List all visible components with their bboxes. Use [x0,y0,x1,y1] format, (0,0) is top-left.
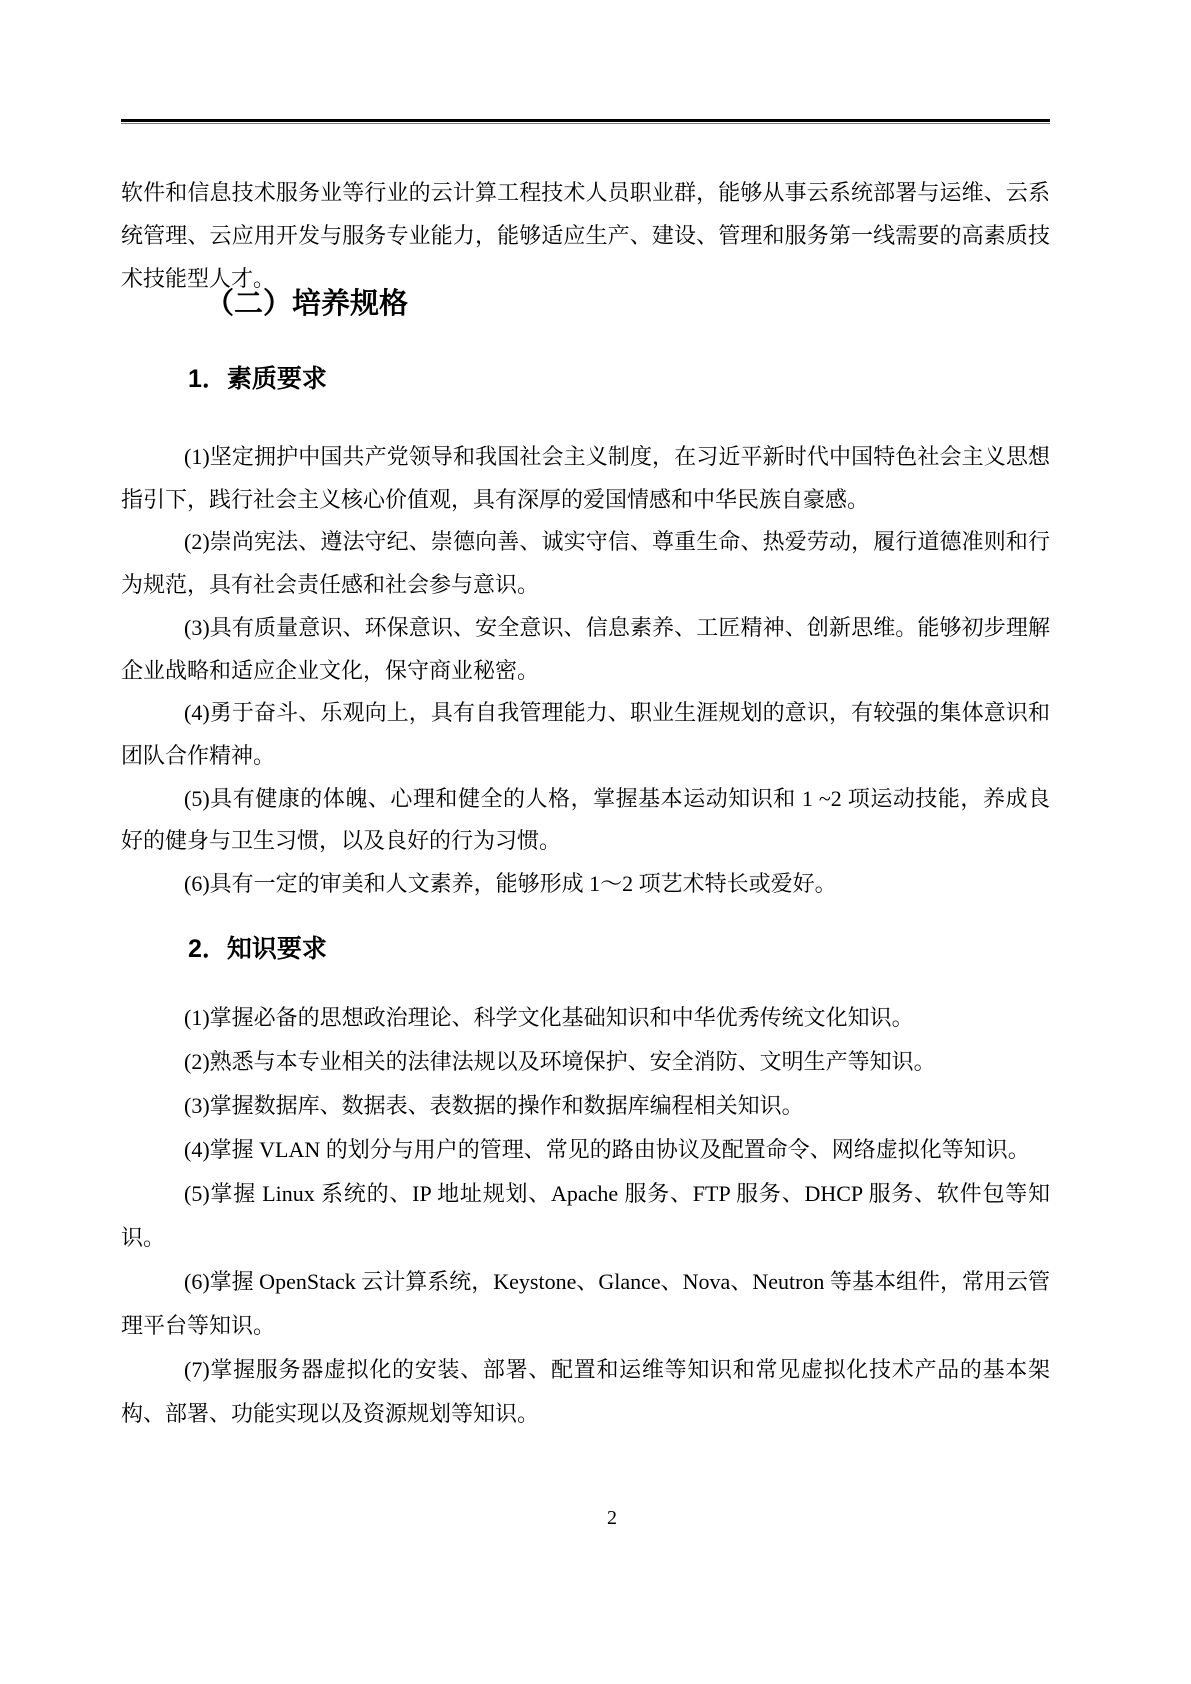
page-footer [121,1505,1103,1531]
knowledge-item: (6)掌握 OpenStack 云计算系统，Keystone、Glance、Nova、Neutron 等基本组件，常用云管理平台等知识。 [121,1269,1050,1338]
quality-item: (4)勇于奋斗、乐观向上，具有自我管理能力、职业生涯规划的意识，有较强的集体意识和团队合作精神。 [121,700,1050,768]
knowledge-requirements-list [121,996,1050,1436]
quality-item: (1)坚定拥护中国共产党领导和我国社会主义制度，在习近平新时代中国特色社会主义思想指引下，践行社会主义核心价值观，具有深厚的爱国情感和中华民族自豪感。 [121,444,1050,512]
section-heading: （二）培养规格 [205,288,409,320]
page-number: 2 [607,1507,617,1529]
intro-paragraph: 软件和信息技术服务业等行业的云计算工程技术人员职业群，能够从事云系统部署与运维、云系统管理、云应用开发与服务专业能力，能够适应生产、建设、管理和服务第一线需要的高素质技术技能型人才。 [121,180,1050,291]
quality-item: (5)具有健康的体魄、心理和健全的人格，掌握基本运动知识和 1 ~2 项运动技能，养成良好的健身与卫生习惯，以及良好的行为习惯。 [121,785,1050,854]
knowledge-item: (2)熟悉与本专业相关的法律法规以及环境保护、安全消防、文明生产等知识。 [184,1049,936,1074]
knowledge-item: (1)掌握必备的思想政治理论、科学文化基础知识和中华优秀传统文化知识。 [184,1005,914,1030]
header-rule [121,119,1050,124]
quality-requirements-heading: 1．素质要求 [188,365,327,393]
knowledge-item: (7)掌握服务器虚拟化的安装、部署、配置和运维等知识和常见虚拟化技术产品的基本架构、部署、功能实现以及资源规划等知识。 [121,1357,1050,1426]
knowledge-item: (4)掌握 VLAN 的划分与用户的管理、常见的路由协议及配置命令、网络虚拟化等知识。 [184,1137,1030,1162]
quality-requirements-list [121,436,1050,906]
quality-item: (6)具有一定的审美和人文素养，能够形成 1～2 项艺术特长或爱好。 [184,871,837,897]
knowledge-requirements-heading: 2．知识要求 [188,935,327,963]
knowledge-item: (5)掌握 Linux 系统的、IP 地址规划、Apache 服务、FTP 服务、DHCP 服务、软件包等知识。 [121,1181,1050,1250]
quality-item: (3)具有质量意识、环保意识、安全意识、信息素养、工匠精神、创新思维。能够初步理解企业战略和适应企业文化，保守商业秘密。 [121,614,1050,683]
knowledge-item: (3)掌握数据库、数据表、表数据的操作和数据库编程相关知识。 [184,1093,804,1118]
quality-item: (2)崇尚宪法、遵法守纪、崇德向善、诚实守信、尊重生命、热爱劳动，履行道德准则和行为规范，具有社会责任感和社会参与意识。 [121,529,1050,598]
